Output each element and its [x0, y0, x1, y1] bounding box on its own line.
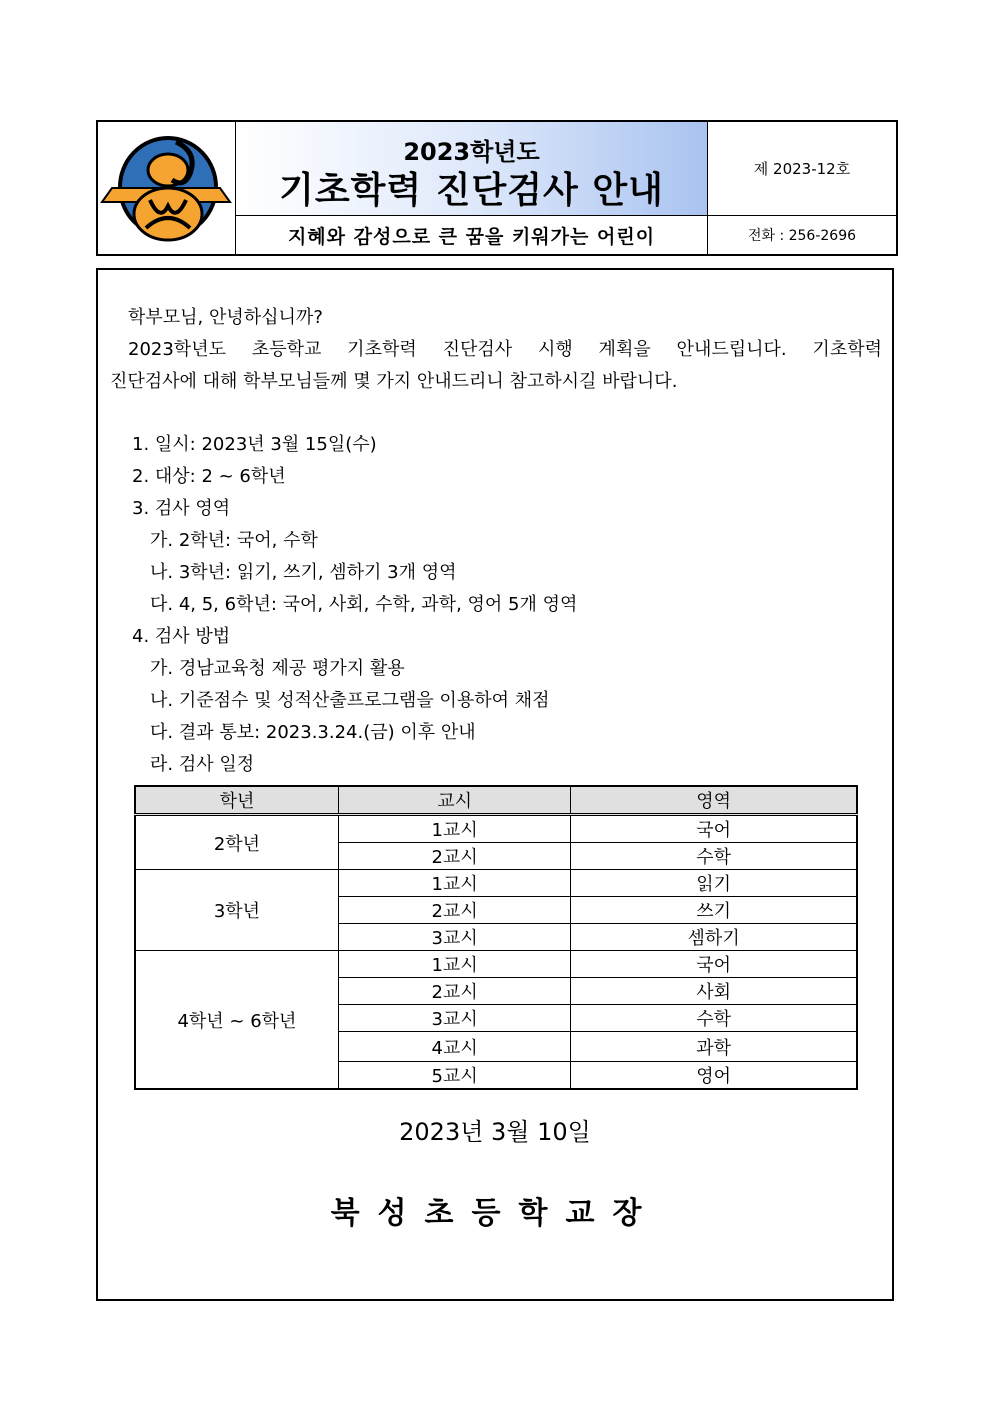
item-method-c: 다. 결과 통보: 2023.3.24.(금) 이후 안내 [150, 722, 476, 743]
table-row [135, 815, 857, 843]
area-cell: 영어 [571, 1062, 857, 1090]
area-cell: 국어 [571, 951, 857, 978]
grade-cell: 3학년 [135, 870, 338, 951]
area-cell: 국어 [571, 815, 857, 843]
document-number: 제 2023-12호 [753, 160, 851, 178]
greeting: 학부모님, 안녕하십니까? [128, 307, 323, 328]
school-motto: 지혜와 감성으로 큰 꿈을 키워가는 어린이 [236, 215, 708, 254]
school-logo [98, 122, 236, 254]
period-cell: 2교시 [338, 978, 570, 1005]
item-method: 4. 검사 방법 [132, 626, 231, 647]
issue-date: 2023년 3월 10일 [399, 1118, 591, 1146]
header-grade: 학년 [135, 786, 338, 815]
header-area: 영역 [571, 786, 857, 815]
grade-cell: 2학년 [135, 815, 338, 870]
period-cell: 4교시 [338, 1032, 570, 1062]
item-areas-grade4-6: 다. 4, 5, 6학년: 국어, 사회, 수학, 과학, 영어 5개 영역 [150, 594, 578, 615]
area-cell: 수학 [571, 843, 857, 870]
table-header-row [135, 786, 857, 815]
title-year: 2023학년도 [403, 138, 540, 166]
item-target: 2. 대상: 2 ~ 6학년 [132, 466, 286, 487]
area-cell: 쓰기 [571, 897, 857, 924]
area-cell: 과학 [571, 1032, 857, 1062]
period-cell: 3교시 [338, 924, 570, 951]
header-period: 교시 [338, 786, 570, 815]
period-cell: 1교시 [338, 870, 570, 897]
area-cell: 사회 [571, 978, 857, 1005]
page-title: 기초학력 진단검사 안내 [279, 170, 664, 211]
grade-cell: 4학년 ~ 6학년 [135, 951, 338, 1090]
item-areas-grade2: 가. 2학년: 국어, 수학 [150, 530, 318, 551]
school-emblem-icon [98, 122, 234, 252]
intro-paragraph-line1: 2023학년도 초등학교 기초학력 진단검사 시행 계획을 안내드립니다. 기초학력 [128, 339, 882, 360]
title-block [236, 122, 708, 215]
document-header [96, 120, 898, 256]
table-row [135, 870, 857, 897]
item-method-a: 가. 경남교육청 제공 평가지 활용 [150, 658, 405, 679]
period-cell: 2교시 [338, 843, 570, 870]
area-cell: 셈하기 [571, 924, 857, 951]
schedule-table [134, 785, 858, 1090]
table-row [135, 951, 857, 978]
letter-body [96, 268, 894, 1301]
item-areas: 3. 검사 영역 [132, 498, 231, 519]
period-cell: 1교시 [338, 815, 570, 843]
period-cell: 5교시 [338, 1062, 570, 1090]
item-date: 1. 일시: 2023년 3월 15일(수) [132, 434, 377, 455]
period-cell: 2교시 [338, 897, 570, 924]
period-cell: 1교시 [338, 951, 570, 978]
period-cell: 3교시 [338, 1005, 570, 1032]
area-cell: 읽기 [571, 870, 857, 897]
item-method-b: 나. 기준점수 및 성적산출프로그램을 이용하여 채점 [150, 690, 550, 711]
signer-title: 북성초등학교장 [330, 1196, 660, 1231]
intro-paragraph-line2: 진단검사에 대해 학부모님들께 몇 가지 안내드리니 참고하시길 바랍니다. [110, 371, 678, 392]
phone-number: 전화 : 256-2696 [708, 215, 896, 254]
item-method-d: 라. 검사 일정 [150, 754, 255, 775]
area-cell: 수학 [571, 1005, 857, 1032]
item-areas-grade3: 나. 3학년: 읽기, 쓰기, 셈하기 3개 영역 [150, 562, 457, 583]
